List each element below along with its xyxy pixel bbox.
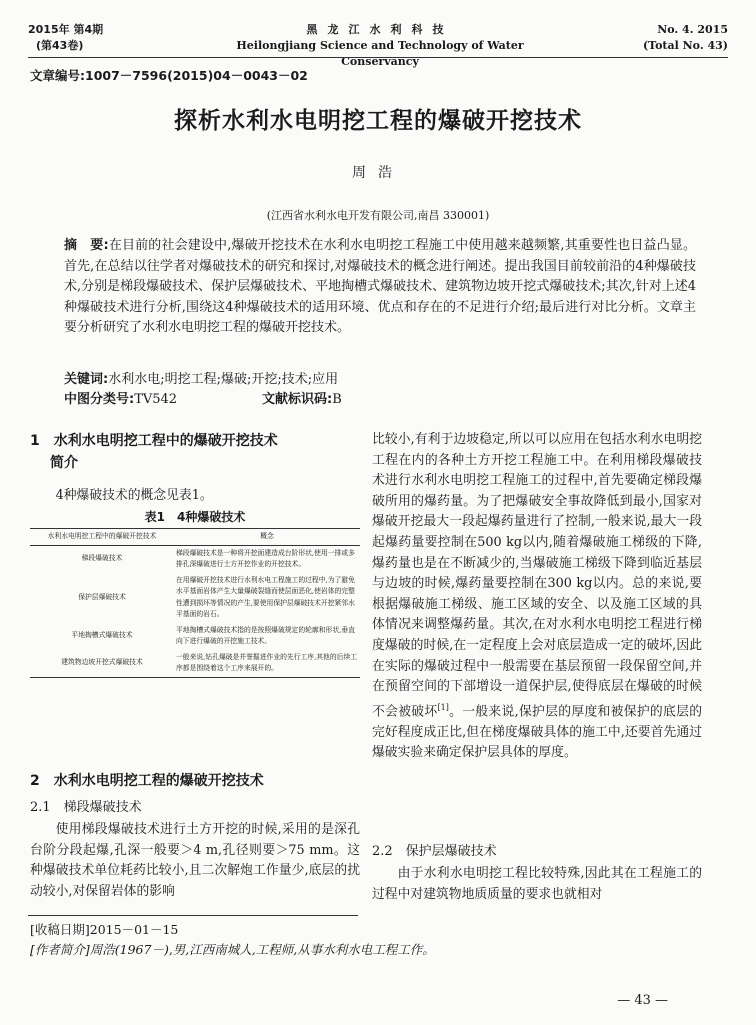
- section2-2-heading: 2.2 保护层爆破技术: [372, 844, 497, 859]
- section1-heading-line1: 1 水利水电明挖工程中的爆破开挖技术: [30, 433, 278, 449]
- section2-2-paragraph: 由于水利水电明挖工程比较特殊,因此其在工程施工的过程中对建筑物地质质量的要求也就相对: [372, 866, 702, 902]
- concept-table: [30, 528, 360, 678]
- doc-code-label: 文献标识码:: [262, 392, 333, 407]
- abstract-text: 在目前的社会建设中,爆破开挖技术在水利水电明挖工程施工中使用越来越频繁,其重要性也日益凸显。首先,在总结以往学者对爆破技术的研究和探讨,对爆破技术的概念进行阐述。提出我国目前较前沿的4种爆破技术,分别是梯段爆破技术、保护层爆破技术、平地掏槽式爆破技术、建筑物边坡开挖式爆破技术;其次,针对上述4种爆破技术进行分析,围绕这4种爆破技术的适用环境、优点和存在的不足进行介绍;最后进行对比分析。文章主要分析研究了水利水电明挖工程的爆破开挖技术。: [64, 238, 697, 335]
- journal-name-cn: 黑龙江水利科技: [306, 23, 454, 36]
- table-cell-concept: 平地掏槽式爆破技术指的是按照爆破规定的轮廓和形状,垂直向下进行爆破的开挖施工技术。: [176, 625, 355, 645]
- section2-1-paragraph-right: [372, 430, 702, 764]
- received-date: [收稿日期]2015－01－15: [30, 922, 179, 937]
- citation-ref: [1]: [437, 702, 449, 712]
- clc-label: 中图分类号:: [64, 392, 135, 407]
- paragraph-text: 。一般来说,保护层的厚度和被保护的底层的完好程度成正比,但在梯度爆破具体的施工中,还要首先通过爆破实验来确定保护层具体的厚度。: [372, 703, 702, 761]
- affiliation: (江西省水利水电开发有限公司,南昌 330001): [266, 209, 490, 222]
- section1-heading-line2: 简介: [50, 455, 78, 471]
- table-header-row: [30, 529, 360, 546]
- section1-heading: [30, 430, 360, 474]
- footnote: [30, 920, 730, 960]
- article-number: 文章编号:1007－7596(2015)04－0043－02: [30, 68, 308, 83]
- table-cell-concept: 在用爆破开挖技术进行水利水电工程施工的过程中,为了避免水平基面岩体产生大量爆破裂缝而使层面恶化,使岩体的完整性遭到损坏等情况的产生,要使用保护层爆破技术开挖紧邻水平基面的岩石。: [176, 575, 355, 618]
- table-row: [30, 573, 360, 623]
- page-number: — 43 —: [617, 993, 668, 1008]
- keywords-text: 水利水电;明挖工程;爆破;开挖;技术;应用: [108, 372, 339, 387]
- table-cell-name: 平地掏槽式爆破技术: [71, 631, 133, 640]
- section2-1-paragraph-left: 使用梯段爆破技术进行土方开挖的时候,采用的是深孔台阶分段起爆,孔深一般要＞4 m,孔径则要＞75 mm。这种爆破技术单位耗药比较小,且二次解炮工作量少,底层的扰动较小,对保留岩体的影响: [30, 822, 360, 899]
- abstract: [64, 236, 696, 339]
- header-journal: [200, 22, 560, 70]
- section2-1-heading: 2.1 梯段爆破技术: [30, 800, 142, 815]
- table-cell-name: 保护层爆破技术: [78, 592, 126, 601]
- table-caption: 表1 4种爆破技术: [144, 510, 246, 524]
- document-code: [262, 390, 342, 410]
- footnote-rule: [28, 915, 358, 916]
- author-bio: [作者简介]周浩(1967－),男,江西南城人,工程师,从事水利水电工程工作。: [30, 942, 435, 957]
- table-cell-concept: 梯段爆破技术是一种将开挖面建造成台阶形状,使用一排或多排孔深爆破进行土方开挖作业的开挖技术。: [176, 548, 355, 568]
- table-cell-name: 建筑物边坡开挖式爆破技术: [61, 658, 143, 667]
- clc-text: TV542: [134, 392, 178, 407]
- table-cell-name: 梯段爆破技术: [81, 554, 123, 563]
- table-row: [30, 623, 360, 650]
- header-rule: [28, 57, 728, 58]
- section1-intro: 4种爆破技术的概念见表1。: [55, 488, 213, 503]
- header-volume-line: (第43卷): [36, 39, 84, 52]
- header-issue: [28, 22, 103, 54]
- table-cell-concept: 一般来说,钻孔爆破是并誉掘进作业的先行工序,其他的后续工序都是围绕着这个工序来展开的。: [176, 652, 358, 672]
- section2-heading: 2 水利水电明挖工程的爆破开挖技术: [30, 773, 264, 789]
- doc-code-text: B: [332, 392, 342, 407]
- journal-name-en: Heilongjiang Science and Technology of Water Conservancy: [236, 39, 524, 68]
- keywords-label: 关键词:: [64, 372, 109, 387]
- table-row: [30, 650, 360, 678]
- table-row: [30, 545, 360, 573]
- header-issue-line: 2015年 第4期: [28, 23, 104, 36]
- header-number: [643, 22, 728, 54]
- author-name: 周浩: [352, 165, 404, 181]
- table-header-technique: 水利水电明挖工程中的爆破开挖技术: [30, 529, 174, 546]
- article-title: 探析水利水电明挖工程的爆破开挖技术: [174, 108, 582, 134]
- abstract-label: 摘 要:: [64, 238, 109, 253]
- table-header-concept: 概念: [174, 529, 360, 546]
- paragraph-text: 比较小,有利于边坡稳定,所以可以应用在包括水利水电明挖工程在内的各种土方开挖工程施工中。在利用梯段爆破技术进行水利水电明挖工程施工的过程中,首先要确定梯段爆破所用的爆药量。为了把爆破安全事故降低到最小,国家对爆破开挖最大一段起爆药量进行了控制,一般来说,最大一段起爆药量要控制在500 kg以内,随着爆破施工梯级的下降,爆药量也是在不断减少的,当爆破施工梯级下降到临近基层与边坡的时候,爆药量要控制在300 kg以内。总的来说,要根据爆破施工梯级、施工区域的安全、以及施工区域的具体情况来调整爆药量。其次,在对水利水电明挖工程进行梯度爆破的时候,在一定程度上会对底层造成一定的破坏,因此在实际的爆破过程中一般需要在基层预留一段保留空间,并在预留空间的下部增设一道保护层,使得底层在爆破的时候不会被破坏: [372, 432, 702, 719]
- keywords: [64, 370, 704, 390]
- header-no: No. 4. 2015: [657, 23, 728, 36]
- clc-number: [64, 390, 177, 410]
- header-total-no: (Total No. 43): [642, 39, 728, 52]
